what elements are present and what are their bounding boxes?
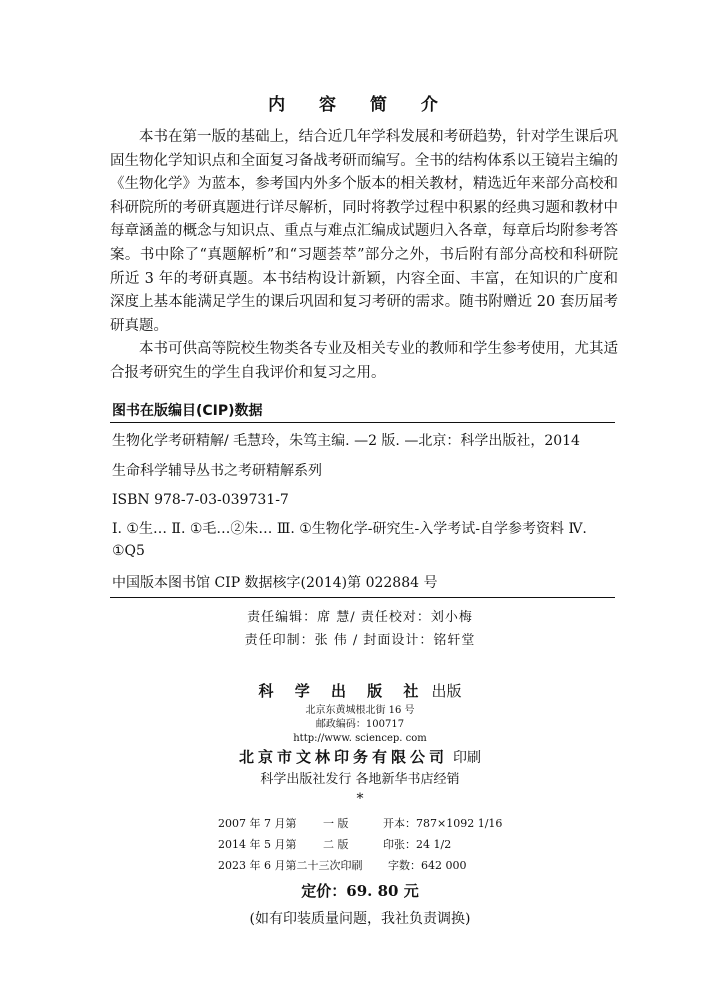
- quality-note: (如有印装质量问题，我社负责调换): [249, 911, 471, 927]
- publisher-line: [0, 680, 720, 701]
- publisher-address: 北京东黄城根北街 16 号: [305, 705, 415, 716]
- edition-spec: 字数：642 000: [388, 859, 467, 872]
- page-title: 内 容 简 介: [268, 95, 452, 115]
- cip-bibliographic-line: 生物化学考研精解/ 毛慧玲，朱笃主编. —2 版. —北京：科学出版社，2014: [112, 433, 580, 449]
- staff-line-editors: 责任编辑：席 慧/ 责任校对：刘小梅: [247, 610, 473, 625]
- publisher-name: 科 学 出 版 社: [258, 682, 427, 700]
- intro-paragraph-2: 本书可供高等院校生物类各专业及相关专业的教师和学生参考使用，尤其适合报考研究生的学生自我评价和复习之用。: [110, 341, 618, 381]
- price: 定价：69. 80 元: [301, 882, 419, 900]
- publisher-url: http://www. sciencep. com: [293, 733, 427, 744]
- edition-date: 2023 年 6 月第二十三次印刷: [218, 859, 363, 872]
- cip-heading: 图书在版编目(CIP)数据: [112, 403, 263, 419]
- cip-isbn: ISBN 978-7-03-039731-7: [112, 492, 289, 508]
- edition-date: 2007 年 7 月第: [218, 817, 297, 830]
- edition-number: 二 版: [323, 838, 349, 851]
- publisher-postcode: 邮政编码：100717: [315, 719, 405, 730]
- staff-line-print: 责任印制：张 伟 / 封面设计：铭轩堂: [244, 633, 476, 648]
- cip-series-line: 生命科学辅导丛书之考研精解系列: [112, 463, 322, 479]
- distribution-line: 科学出版社发行 各地新华书店经销: [260, 772, 460, 787]
- introduction: [110, 126, 618, 386]
- cip-top-rule: [110, 422, 615, 423]
- edition-row: [218, 814, 638, 834]
- cip-classification: Ⅰ. ①生… Ⅱ. ①毛…②朱… Ⅲ. ①生物化学-研究生-入学考试-自学参考资料 Ⅳ. ①Q5: [112, 521, 587, 559]
- intro-paragraph-1: 本书在第一版的基础上，结合近几年学科发展和考研趋势，针对学生课后巩固生物化学知识点和全面复习备战考研而编写。全书的结构体系以王镜岩主编的《生物化学》为蓝本，参考国内外多个版本的相关教材，精选近年来部分高校和科研院所的考研真题进行详尽解析，同时将教学过程中积累的经典习题和教材中每章涵盖的概念与知识点、重点与难点汇编成试题归入各章，每章后均附参考答案。书中除了“真题解析”和“习题荟萃”部分之外，书后附有部分高校和科研院所近 3 年的考研真题。本书结构设计新颖，内容全面、丰富，在知识的广度和深度上基本能满足学生的课后巩固和复习考研的需求。随书附赠近 20 套历届考研真题。: [110, 129, 618, 334]
- printer-suffix: 印刷: [453, 750, 482, 766]
- edition-row: [218, 856, 638, 876]
- printer-line: [0, 746, 720, 767]
- edition-date: 2014 年 5 月第: [218, 838, 297, 851]
- edition-number: 一 版: [323, 817, 349, 830]
- printer-name: 北京市文林印务有限公司: [238, 748, 448, 766]
- separator-star: *: [356, 791, 364, 807]
- edition-spec: 开本：787×1092 1/16: [383, 817, 503, 830]
- publisher-suffix: 出版: [431, 682, 462, 700]
- edition-spec: 印张：24 1/2: [383, 838, 452, 851]
- cip-verification: 中国版本图书馆 CIP 数据核字(2014)第 022884 号: [112, 575, 438, 591]
- cip-bottom-rule: [110, 597, 615, 598]
- edition-row: [218, 835, 638, 855]
